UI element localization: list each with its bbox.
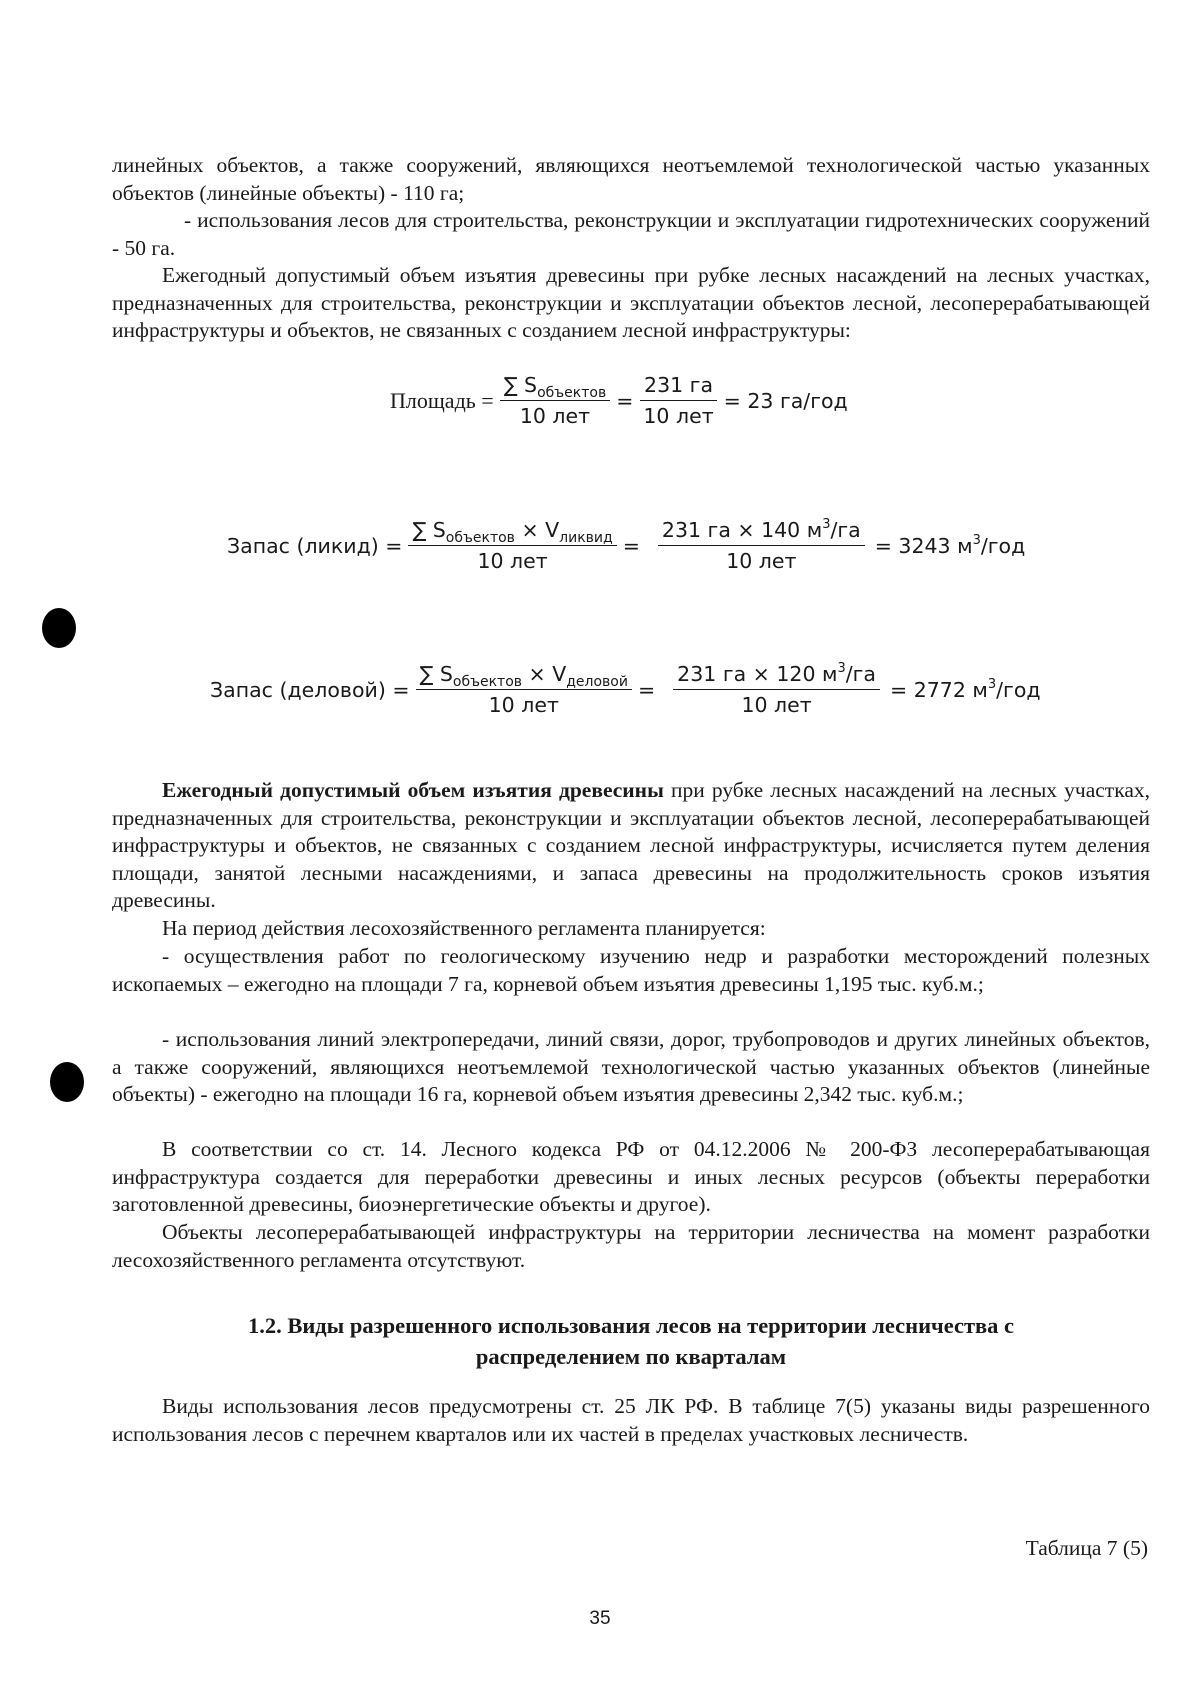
formula-business-fraction-1: $\frac{\sum S_{объектов} \times V_{деловой}}{\text{10 лет}}$ [416,662,632,717]
paragraph-annual-volume-intro: Ежегодный допустимый объем изъятия древесины при рубке лесных насаждений на лесных участках, предназначенных для строительства, реконструкции и эксплуатации объектов лесной, лесоперерабатывающей инфраструктуры и объектов, не связанных с созданием лесной инфраструктуры: [112,263,1150,342]
formula-area-result: = 23 га/год [723,388,848,413]
page-number: 35 [589,1608,611,1629]
formula-liquid-stock: Запас (ликид) = $\frac{\sum S_{объектов} \times V_{ликвид}}{\text{10 лет}}$ = $\frac{231 га \times 140 м^3/га}{\text{10 лет}}$ = 3243 $м^3$/год [227,517,1026,573]
punch-hole-top [42,608,76,648]
formula-business-fraction-2: $\frac{231 га \times 120 м^3/га}{\text{10 лет}}$ [673,662,880,717]
formula-business-stock: Запас (деловой) = $\frac{\sum S_{объектов} \times V_{деловой}}{\text{10 лет}}$ = $\frac{231 га \times 120 м^3/га}{\text{10 лет}}$ = 2772 $м^3$/год [210,661,1041,717]
section-heading: 1.2. Виды разрешенного использования лесов на территории лесничества с распределением по кварталам [247,1313,1015,1369]
paragraph-geology: - осуществления работ по геологическому изучению недр и разработки месторождений полезных ископаемых – ежегодно на площади 7 га, корневой объем изъятия древесины 1,195 тыс. куб.м.; [112,944,1150,996]
formula-area: Площадь = $\frac{\sum S_{объектов}}{\text{10 лет}}$ = $\frac{231 га}{\text{10 лет}}$ = 23 га/год [390,373,848,428]
formula-liquid-result: = 3243 $м^3$/год [874,532,1026,558]
paragraph-linear-objects: линейных объектов, а также сооружений, являющихся неотъемлемой технологической частью указанных объектов (линейные объекты) - 110 га; [112,153,1150,205]
paragraph-annual-volume-definition: Ежегодный допустимый объем изъятия древесины при рубке лесных насаждений на лесных участках, предназначенных для строительства, реконструкции и эксплуатации объектов лесной, лесоперерабатывающей инфраструктуры и объектов, не связанных с созданием лесной инфраструктуры, исчисляется путем деления площади, занятой лесными насаждениями, и запаса древесины на продолжительность сроков изъятия древесины. [112,778,1150,912]
formula-area-fraction-2: $\frac{231 га}{\text{10 лет}}$ [639,373,717,428]
formula-business-result: = 2772 $м^3$/год [890,676,1041,702]
paragraph-planned: На период действия лесохозяйственного регламента планируется: [162,916,766,940]
table-caption: Таблица 7 (5) [1025,1536,1148,1560]
formula-liquid-lhs: Запас (ликид) = [227,533,403,558]
paragraph-forest-code: В соответствии со ст. 14. Лесного кодекса РФ от 04.12.2006 № 200-ФЗ лесоперерабатывающая инфраструктура создается для переработки древесины и иных лесных ресурсов (объекты переработки заготовленной древесины, биоэнергетические объекты и другое). [112,1137,1150,1216]
formula-liquid-fraction-1: $\frac{\sum S_{объектов} \times V_{ликвид}}{\text{10 лет}}$ [408,518,616,573]
paragraph-no-infrastructure: Объекты лесоперерабатывающей инфраструктуры на территории лесничества на момент разработки лесохозяйственного регламента отсутствуют. [112,1220,1150,1272]
formula-liquid-fraction-2: $\frac{231 га \times 140 м^3/га}{\text{10 лет}}$ [658,518,865,573]
formula-business-lhs: Запас (деловой) = [210,677,410,702]
paragraph-hydro-structures: - использования лесов для строительства, реконструкции и эксплуатации гидротехнических сооружений - 50 га. [112,208,1150,260]
formula-area-lhs: Площадь = [390,387,494,413]
formula-area-fraction-1: $\frac{\sum S_{объектов}}{\text{10 лет}}$ [500,373,610,428]
punch-hole-bottom [50,1062,84,1102]
paragraph-forest-use-types: Виды использования лесов предусмотрены ст. 25 ЛК РФ. В таблице 7(5) указаны виды разрешенного использования лесов с перечнем кварталов или их частей в пределах участковых лесничеств. [112,1394,1150,1446]
paragraph-power-lines: - использования линий электропередачи, линий связи, дорог, трубопроводов и других линейных объектов, а также сооружений, являющихся неотъемлемой технологической частью указанных объектов (линейные объекты) - ежегодно на площади 16 га, корневой объем изъятия древесины 2,342 тыс. куб.м.; [112,1027,1150,1106]
